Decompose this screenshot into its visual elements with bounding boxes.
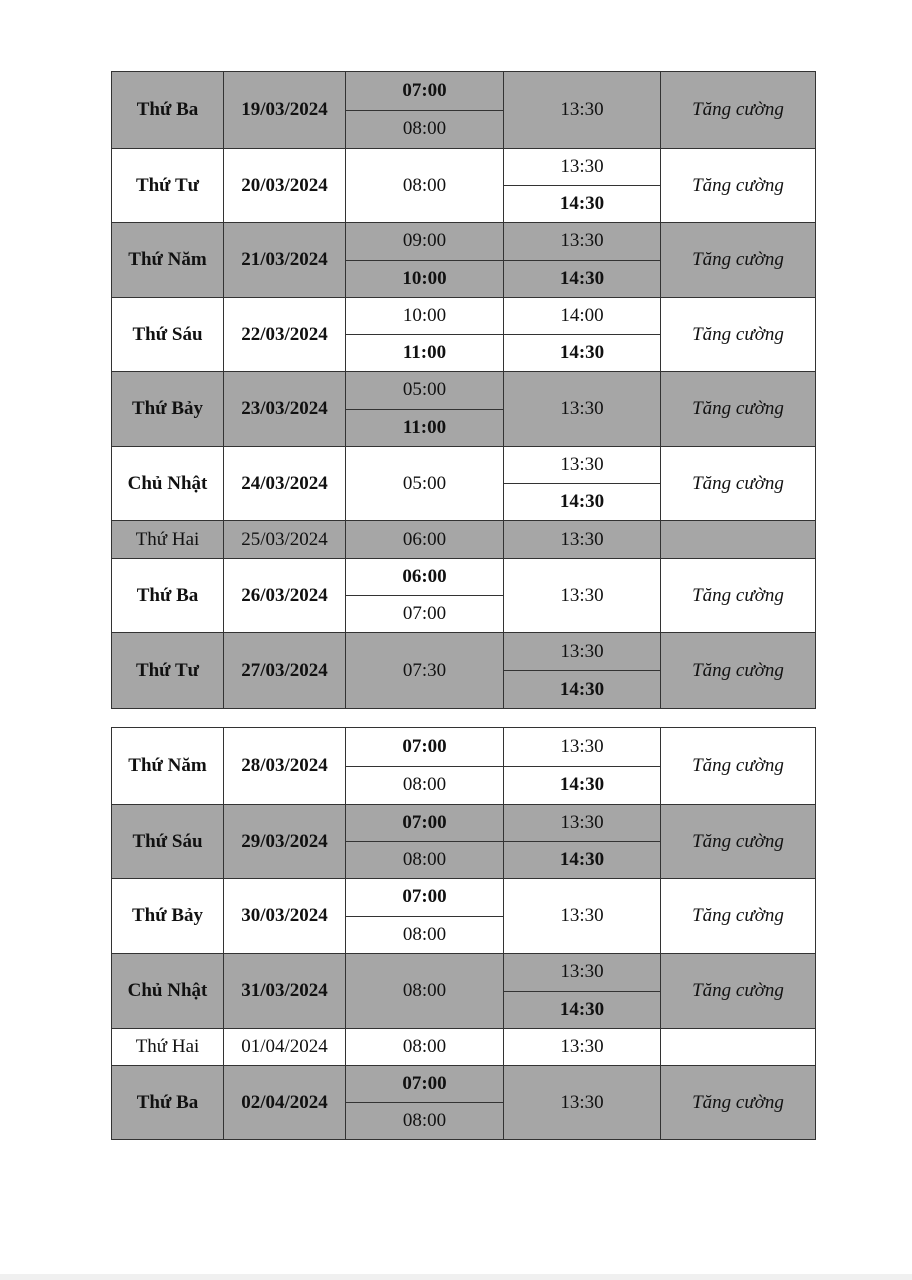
day-cell [112, 372, 223, 446]
afternoon-time-cell [503, 372, 660, 446]
date-label: 30/03/2024 [241, 905, 328, 926]
afternoon-time-cell [503, 879, 660, 953]
morning-time: 06:00 [402, 566, 447, 587]
day-label: Thứ Năm [128, 249, 207, 270]
date-label: 31/03/2024 [241, 980, 328, 1001]
afternoon-time: 14:30 [504, 334, 660, 371]
morning-time-cell [345, 521, 503, 558]
day-label: Thứ Ba [136, 99, 199, 120]
day-cell [112, 559, 223, 632]
morning-time: 07:00 [402, 812, 447, 833]
note-label: Tăng cường [692, 99, 784, 120]
day-cell [112, 72, 223, 148]
morning-time-cell [345, 805, 503, 878]
table-row [112, 728, 815, 804]
note-cell [660, 954, 815, 1028]
note-label [661, 1029, 815, 1065]
day-label: Thứ Tư [135, 174, 200, 196]
table-row [112, 72, 815, 148]
date-cell [223, 521, 345, 558]
day-label: Chủ Nhật [127, 980, 208, 1001]
day-cell [112, 521, 223, 558]
page-bottom-edge [0, 1274, 912, 1280]
day-label: Thứ Bảy [131, 905, 204, 926]
afternoon-time: 13:30 [560, 1036, 604, 1057]
morning-time: 07:00 [402, 1073, 447, 1094]
afternoon-time-cell [503, 223, 660, 297]
day-label: Thứ Hai [135, 1036, 200, 1057]
date-cell [223, 879, 345, 953]
day-label: Thứ Hai [135, 528, 200, 550]
table-row [112, 222, 815, 297]
morning-time: 05:00 [402, 472, 447, 494]
afternoon-time-cell [503, 521, 660, 558]
afternoon-time-cell [503, 805, 660, 878]
day-cell [112, 728, 223, 804]
morning-time-cell [345, 728, 503, 804]
day-cell [112, 447, 223, 520]
note-cell [660, 879, 815, 953]
note-label: Tăng cường [692, 659, 784, 681]
date-cell [223, 223, 345, 297]
date-label: 26/03/2024 [241, 584, 328, 606]
table-row [112, 953, 815, 1028]
date-cell [223, 633, 345, 708]
note-cell [660, 633, 815, 708]
date-cell [223, 149, 345, 222]
date-cell [223, 372, 345, 446]
afternoon-time-cell [503, 633, 660, 708]
date-cell [223, 447, 345, 520]
date-label: 24/03/2024 [241, 472, 328, 494]
morning-time-cell [345, 1066, 503, 1139]
day-cell [112, 149, 223, 222]
day-label: Thứ Sáu [132, 323, 203, 345]
morning-time: 11:00 [346, 334, 503, 371]
note-cell [660, 447, 815, 520]
note-label: Tăng cường [692, 472, 784, 494]
note-cell [660, 728, 815, 804]
note-cell [660, 372, 815, 446]
morning-time: 08:00 [346, 916, 503, 954]
date-cell [223, 1029, 345, 1065]
afternoon-time: 14:30 [504, 260, 660, 298]
afternoon-time: 14:00 [560, 305, 604, 326]
date-cell [223, 805, 345, 878]
morning-time: 08:00 [346, 1102, 503, 1139]
afternoon-time-cell [503, 728, 660, 804]
afternoon-time-cell [503, 149, 660, 222]
afternoon-time: 13:30 [560, 584, 604, 606]
date-label: 28/03/2024 [241, 755, 328, 776]
date-label: 22/03/2024 [241, 323, 328, 345]
afternoon-time: 13:30 [560, 398, 604, 419]
note-label: Tăng cường [692, 174, 784, 196]
schedule-table-1 [111, 71, 816, 709]
note-label: Tăng cường [692, 1091, 784, 1113]
day-cell [112, 298, 223, 371]
table-row [112, 632, 815, 708]
morning-time-cell [345, 559, 503, 632]
date-cell [223, 728, 345, 804]
afternoon-time: 13:30 [560, 1091, 604, 1113]
day-label: Thứ Ba [136, 1091, 199, 1113]
day-label: Thứ Bảy [131, 398, 204, 419]
afternoon-time: 14:30 [504, 483, 660, 520]
morning-time: 06:00 [402, 528, 447, 550]
afternoon-time: 13:30 [560, 640, 604, 662]
afternoon-time: 14:30 [504, 991, 660, 1029]
date-label: 25/03/2024 [241, 528, 328, 550]
morning-time: 11:00 [346, 409, 503, 447]
afternoon-time-cell [503, 954, 660, 1028]
date-label: 27/03/2024 [241, 659, 328, 681]
morning-time-cell [345, 223, 503, 297]
morning-time: 08:00 [346, 766, 503, 805]
date-cell [223, 954, 345, 1028]
date-label: 29/03/2024 [241, 830, 328, 852]
afternoon-time: 13:30 [560, 905, 604, 926]
day-cell [112, 805, 223, 878]
note-cell [660, 805, 815, 878]
table-row [112, 558, 815, 632]
morning-time: 07:00 [402, 735, 447, 757]
day-label: Chủ Nhật [127, 472, 208, 494]
afternoon-time: 13:30 [560, 230, 604, 252]
afternoon-time-cell [503, 559, 660, 632]
morning-time: 07:00 [402, 886, 447, 908]
afternoon-time-cell [503, 1066, 660, 1139]
morning-time-cell [345, 447, 503, 520]
morning-time: 05:00 [402, 379, 447, 401]
afternoon-time: 14:30 [504, 670, 660, 708]
morning-time: 07:00 [346, 595, 503, 632]
day-cell [112, 223, 223, 297]
note-cell [660, 559, 815, 632]
morning-time: 08:00 [346, 110, 503, 149]
afternoon-time: 14:30 [504, 185, 660, 222]
note-cell [660, 72, 815, 148]
date-label: 20/03/2024 [241, 174, 328, 196]
morning-time-cell [345, 149, 503, 222]
afternoon-time-cell [503, 447, 660, 520]
note-label: Tăng cường [692, 905, 784, 926]
date-label: 02/04/2024 [241, 1091, 328, 1113]
schedule-table-2 [111, 727, 816, 1140]
day-label: Thứ Sáu [132, 830, 203, 852]
afternoon-time: 13:30 [560, 454, 604, 475]
morning-time: 09:00 [402, 230, 447, 252]
day-cell [112, 633, 223, 708]
table-row [112, 520, 815, 558]
afternoon-time-cell [503, 298, 660, 371]
day-cell [112, 1029, 223, 1065]
note-label: Tăng cường [692, 980, 784, 1001]
morning-time: 08:00 [402, 980, 447, 1001]
date-label: 21/03/2024 [241, 249, 328, 270]
afternoon-time: 14:30 [504, 766, 660, 805]
afternoon-time: 13:30 [560, 99, 604, 120]
day-cell [112, 1066, 223, 1139]
morning-time-cell [345, 372, 503, 446]
morning-time-cell [345, 1029, 503, 1065]
table-row [112, 148, 815, 222]
note-cell [660, 149, 815, 222]
note-label [661, 521, 815, 558]
table-row [112, 1028, 815, 1065]
note-cell [660, 298, 815, 371]
date-label: 01/04/2024 [241, 1036, 328, 1057]
date-cell [223, 298, 345, 371]
afternoon-time: 13:30 [560, 961, 604, 983]
table-row [112, 804, 815, 878]
note-label: Tăng cường [692, 398, 784, 419]
morning-time-cell [345, 879, 503, 953]
morning-time: 07:30 [402, 659, 447, 681]
note-cell [660, 1029, 815, 1065]
date-label: 23/03/2024 [241, 398, 328, 419]
morning-time: 08:00 [346, 841, 503, 878]
table-row [112, 297, 815, 371]
day-label: Thứ Ba [136, 584, 199, 606]
table-row [112, 1065, 815, 1139]
morning-time-cell [345, 633, 503, 708]
morning-time-cell [345, 72, 503, 148]
day-cell [112, 954, 223, 1028]
table-row [112, 878, 815, 953]
day-cell [112, 879, 223, 953]
afternoon-time: 13:30 [560, 735, 604, 757]
note-cell [660, 223, 815, 297]
date-cell [223, 1066, 345, 1139]
afternoon-time: 14:30 [504, 841, 660, 878]
afternoon-time-cell [503, 1029, 660, 1065]
day-label: Thứ Năm [128, 755, 207, 776]
date-label: 19/03/2024 [241, 99, 328, 120]
afternoon-time: 13:30 [560, 156, 604, 177]
morning-time: 08:00 [402, 1036, 447, 1057]
morning-time: 08:00 [402, 174, 447, 196]
table-row [112, 446, 815, 520]
afternoon-time-cell [503, 72, 660, 148]
morning-time-cell [345, 954, 503, 1028]
note-label: Tăng cường [692, 584, 784, 606]
date-cell [223, 559, 345, 632]
morning-time: 07:00 [402, 79, 447, 101]
morning-time: 10:00 [346, 260, 503, 298]
note-label: Tăng cường [692, 755, 784, 776]
note-cell [660, 1066, 815, 1139]
day-label: Thứ Tư [135, 659, 200, 681]
note-label: Tăng cường [692, 249, 784, 270]
date-cell [223, 72, 345, 148]
table-row [112, 371, 815, 446]
afternoon-time: 13:30 [560, 528, 604, 550]
morning-time: 10:00 [402, 305, 447, 326]
afternoon-time: 13:30 [560, 812, 604, 833]
note-cell [660, 521, 815, 558]
morning-time-cell [345, 298, 503, 371]
note-label: Tăng cường [692, 830, 784, 852]
note-label: Tăng cường [692, 323, 784, 345]
